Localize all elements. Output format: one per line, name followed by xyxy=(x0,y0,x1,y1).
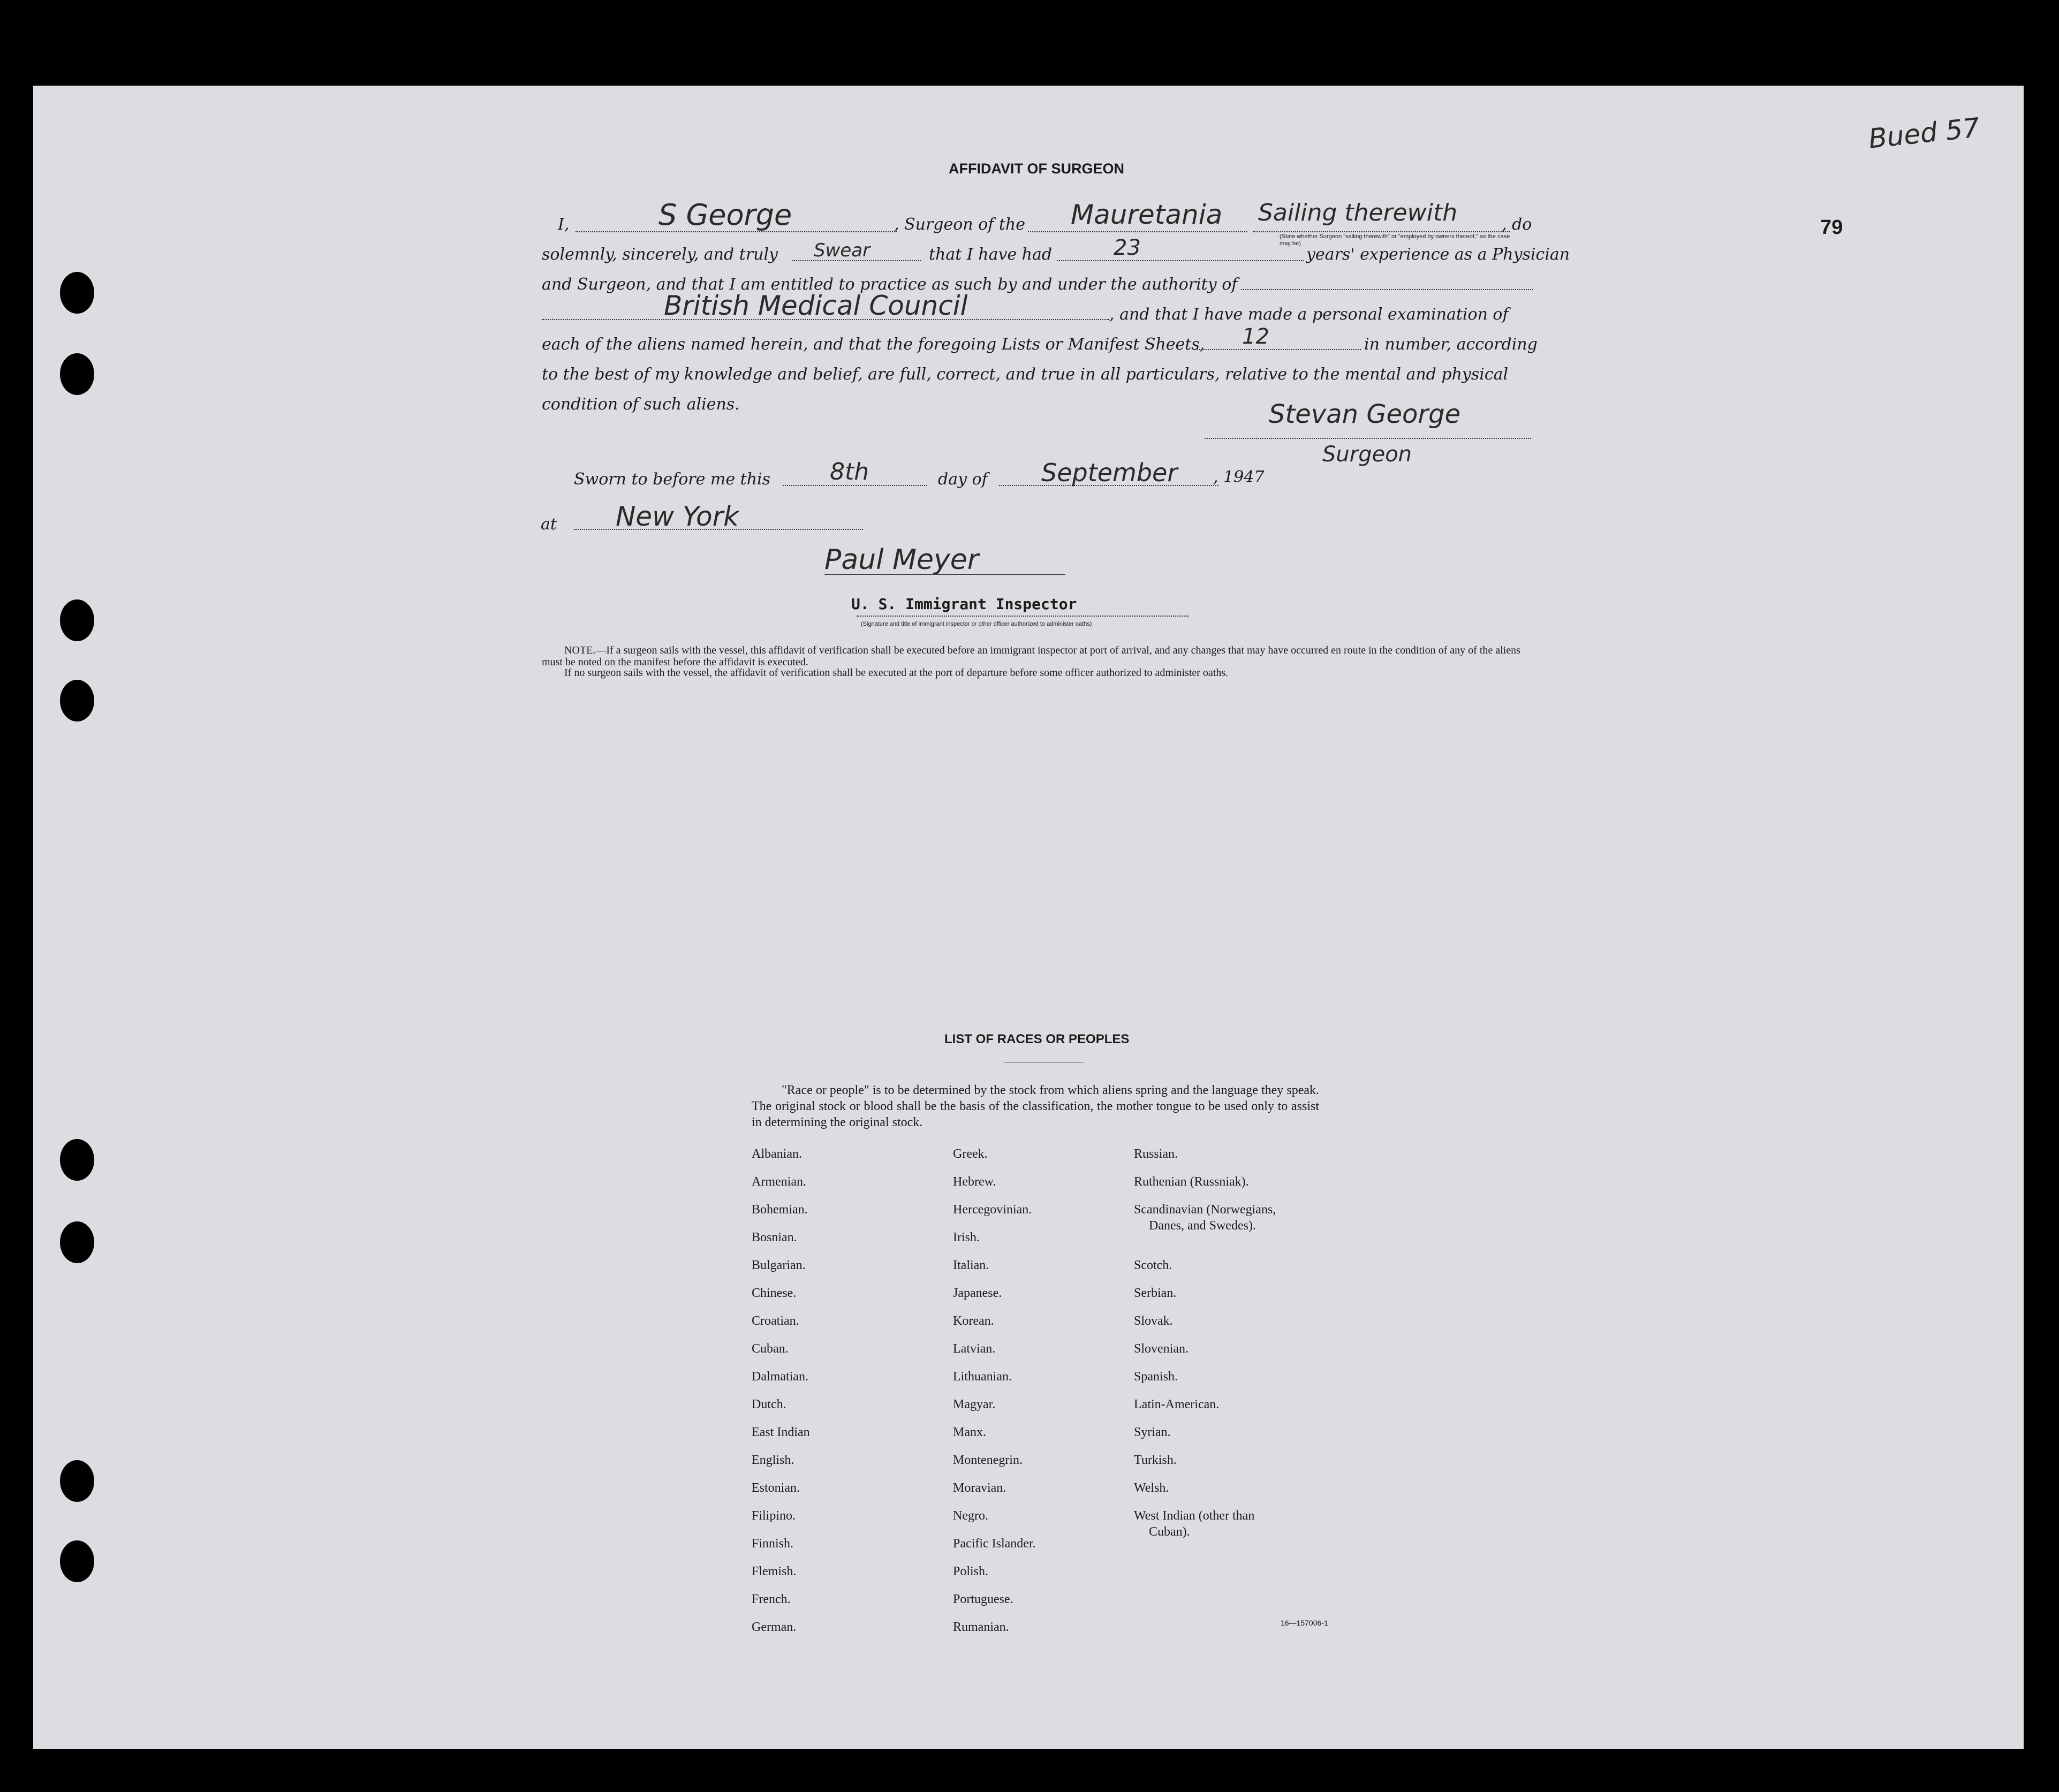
surgeon-name-value: S George xyxy=(658,198,792,232)
race-item: Irish. xyxy=(953,1231,980,1244)
race-item: Italian. xyxy=(953,1258,989,1272)
affidavit-text: solemnly, sincerely, and truly xyxy=(542,245,778,264)
race-item: Polish. xyxy=(953,1565,989,1578)
affidavit-text: each of the aliens named herein, and that the foregoing Lists or Manifest Sheets, xyxy=(542,335,1205,354)
race-item: Greek. xyxy=(953,1147,988,1161)
race-item: Flemish. xyxy=(752,1565,797,1578)
form-number: 16—157006-1 xyxy=(1281,1619,1328,1627)
race-item: Latin-American. xyxy=(1134,1398,1220,1411)
inspector-hint: (Signature and title of immigrant inspector or other officer authorized to administer oaths) xyxy=(861,621,1092,627)
races-column xyxy=(752,1140,810,1641)
race-item: Cuban). xyxy=(1149,1525,1190,1539)
races-title: LIST OF RACES OR PEOPLES xyxy=(944,1032,1130,1046)
races-intro: "Race or people" is to be determined by the stock from which aliens spring and the language they speak. The original stock or blood shall be the basis of the classification, the mother tongue to be used only to assist in determining the original stock. xyxy=(752,1083,1319,1129)
punch-hole xyxy=(60,272,94,314)
fill-line xyxy=(1241,289,1533,290)
race-item: Slovak. xyxy=(1134,1314,1173,1328)
race-item: Dutch. xyxy=(752,1398,786,1411)
race-item: Manx. xyxy=(953,1425,986,1439)
race-item: Latvian. xyxy=(953,1342,996,1356)
races-column xyxy=(1134,1140,1276,1546)
affidavit-text: that I have had xyxy=(929,245,1053,264)
race-item: Serbian. xyxy=(1134,1286,1177,1300)
inspector-title: U. S. Immigrant Inspector xyxy=(851,595,1077,613)
punch-hole xyxy=(60,1139,94,1181)
race-item: Croatian. xyxy=(752,1314,799,1328)
races-column xyxy=(953,1140,1036,1641)
authority-value: British Medical Council xyxy=(664,290,968,321)
affidavit-text: I, xyxy=(558,215,570,234)
years-value: 23 xyxy=(1114,236,1141,260)
place-value: New York xyxy=(616,501,739,532)
punch-hole xyxy=(60,1460,94,1502)
fill-line xyxy=(1195,349,1361,350)
race-item: Slovenian. xyxy=(1134,1342,1189,1356)
race-item: Russian. xyxy=(1134,1147,1178,1161)
affidavit-title: AFFIDAVIT OF SURGEON xyxy=(949,161,1124,177)
race-item: Welsh. xyxy=(1134,1481,1169,1495)
oath-value: Swear xyxy=(814,240,870,261)
race-item: Ruthenian (Russniak). xyxy=(1134,1175,1249,1189)
affidavit-text: and Surgeon, and that I am entitled to practice as such by and under the authority of xyxy=(542,275,1238,294)
affidavit-text: in number, according xyxy=(1364,335,1538,354)
race-item: Armenian. xyxy=(752,1175,806,1189)
status-hint: (State whether Surgeon "sailing therewith" or "employed by owners thereof," as the case may be) xyxy=(1280,233,1510,247)
race-item: Bulgarian. xyxy=(752,1258,806,1272)
affidavit-note: NOTE.—If a surgeon sails with the vessel, this affidavit of verification shall be executed before an immigrant inspector at port of arrival, and any changes that may have occurred en route in the condition of any of the aliens must be noted on the manifest before the affidavit is executed. xyxy=(542,644,1520,668)
inspector-signature: Paul Meyer xyxy=(824,544,979,576)
race-item: Albanian. xyxy=(752,1147,802,1161)
surgeon-signature: Stevan George xyxy=(1269,399,1461,429)
race-item: German. xyxy=(752,1620,797,1634)
sworn-month-value: September xyxy=(1041,458,1178,487)
race-item: Rumanian. xyxy=(953,1620,1009,1634)
sworn-text: Sworn to before me this xyxy=(574,470,771,489)
race-item: Montenegrin. xyxy=(953,1453,1023,1467)
signature-line xyxy=(1205,438,1531,439)
affidavit-text: , Surgeon of the xyxy=(894,215,1025,234)
race-item: Portuguese. xyxy=(953,1592,1013,1606)
affidavit-text: , and that I have made a personal examination of xyxy=(1109,305,1509,324)
race-item: Pacific Islander. xyxy=(953,1537,1036,1551)
race-item: Spanish. xyxy=(1134,1370,1178,1384)
race-item: Estonian. xyxy=(752,1481,800,1495)
race-item: Japanese. xyxy=(953,1286,1002,1300)
sworn-year: , 1947 xyxy=(1213,468,1265,487)
punch-hole xyxy=(60,680,94,722)
race-item: Magyar. xyxy=(953,1398,996,1411)
signature-line xyxy=(857,616,1189,617)
signature-underline xyxy=(824,574,1065,575)
race-item: Turkish. xyxy=(1134,1453,1177,1467)
race-item: West Indian (other than xyxy=(1134,1509,1255,1523)
race-item: Negro. xyxy=(953,1509,988,1523)
race-item: Hebrew. xyxy=(953,1175,996,1189)
race-item: Chinese. xyxy=(752,1286,797,1300)
race-item: Bosnian. xyxy=(752,1231,797,1244)
race-item: Korean. xyxy=(953,1314,994,1328)
race-item: Moravian. xyxy=(953,1481,1006,1495)
race-item: Cuban. xyxy=(752,1342,789,1356)
race-item: Hercegovinian. xyxy=(953,1203,1032,1217)
fill-line xyxy=(1253,231,1510,232)
sworn-text: day of xyxy=(938,470,988,489)
surgeon-label: Surgeon xyxy=(1322,442,1412,467)
race-item: French. xyxy=(752,1592,791,1606)
race-item: English. xyxy=(752,1453,794,1467)
fill-line xyxy=(1028,231,1247,232)
sheets-value: 12 xyxy=(1242,324,1269,349)
race-item: Danes, and Swedes). xyxy=(1149,1219,1256,1233)
at-label: at xyxy=(541,515,557,534)
affidavit-text: condition of such aliens. xyxy=(542,395,740,414)
race-item: Finnish. xyxy=(752,1537,794,1551)
sailing-status-value: Sailing therewith xyxy=(1258,199,1458,226)
race-item: East Indian xyxy=(752,1425,810,1439)
page-number: 79 xyxy=(1820,216,1843,239)
affidavit-text: , do xyxy=(1502,215,1532,234)
race-item: Scandinavian (Norwegians, xyxy=(1134,1203,1276,1217)
affidavit-text: years' experience as a Physician xyxy=(1306,245,1570,264)
affidavit-note: If no surgeon sails with the vessel, the affidavit of verification shall be executed at the port of departure before some officer authorized to administer oaths. xyxy=(564,667,1229,679)
race-item: Bohemian. xyxy=(752,1203,808,1217)
race-item: Lithuanian. xyxy=(953,1370,1012,1384)
race-item: Syrian. xyxy=(1134,1425,1171,1439)
punch-hole xyxy=(60,599,94,641)
punch-hole xyxy=(60,353,94,395)
punch-hole xyxy=(60,1221,94,1263)
corner-note: Bued 57 xyxy=(1867,112,1981,155)
punch-hole xyxy=(60,1540,94,1582)
race-item: Dalmatian. xyxy=(752,1370,808,1384)
race-item: Scotch. xyxy=(1134,1258,1172,1272)
sworn-day-value: 8th xyxy=(830,458,869,485)
affidavit-text: to the best of my knowledge and belief, are full, correct, and true in all particulars, relative to the mental and physical xyxy=(542,365,1509,384)
vessel-value: Mauretania xyxy=(1071,199,1223,230)
fill-line xyxy=(1057,260,1304,261)
race-item: Filipino. xyxy=(752,1509,796,1523)
